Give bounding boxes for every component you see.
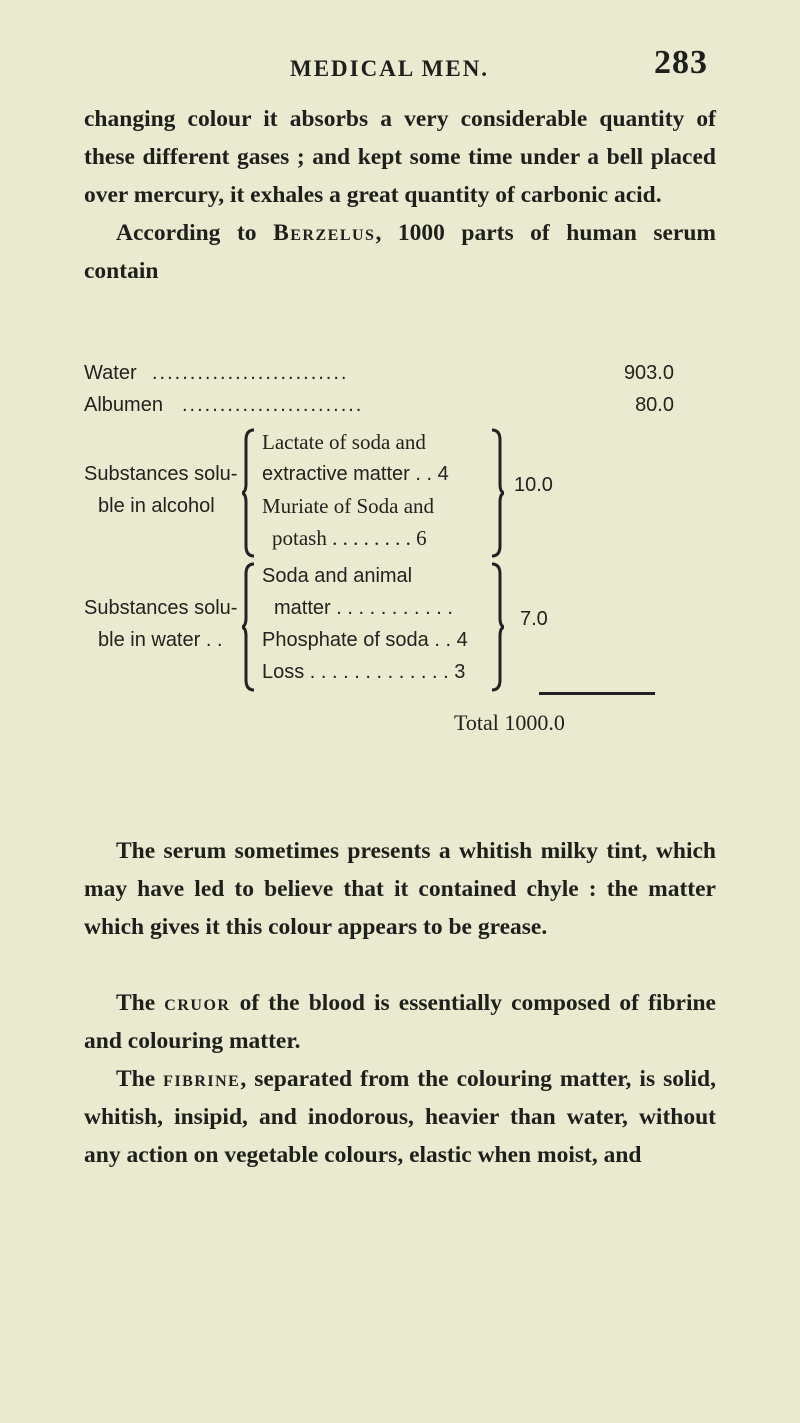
page-header <box>0 44 800 84</box>
group2-item: Phosphate of soda . . 4 <box>262 629 468 651</box>
row-albumen-label: Albumen <box>84 394 163 416</box>
group1-value: 10.0 <box>514 474 553 496</box>
group2-item: Soda and animal <box>262 565 413 587</box>
row-water-value: 903.0 <box>623 362 674 384</box>
group2-label-line2: ble in water . . <box>98 629 223 651</box>
group1-item: Lactate of soda and <box>262 430 426 454</box>
term-cruor: cruor <box>164 990 231 1016</box>
row-water-dots: .......................... <box>152 362 349 384</box>
row-albumen-dots: ........................ <box>182 394 364 416</box>
row-water-label: Water <box>84 362 137 384</box>
intro-lead: According to <box>116 220 274 246</box>
group1-item: Muriate of Soda and <box>262 494 435 518</box>
paragraph-serum <box>84 832 716 946</box>
term-fibrine: fibrine <box>163 1066 241 1092</box>
paragraph-cruor <box>84 984 716 1060</box>
left-brace-icon <box>242 562 256 692</box>
right-brace-icon <box>490 562 504 692</box>
group1-label-line2: ble in alcohol <box>98 495 215 517</box>
intro-paragraph <box>84 100 716 290</box>
right-brace-icon <box>490 428 504 558</box>
group1-item: potash . . . . . . . . 6 <box>272 526 427 550</box>
serum-composition-table <box>84 362 724 735</box>
group1-label-line1: Substances solu- <box>84 463 238 485</box>
paragraph-fibrine <box>84 1060 716 1174</box>
group2-value: 7.0 <box>520 608 548 630</box>
total-label: Total 1000.0 <box>454 710 565 735</box>
intro-tail: , 1000 parts of human serum contain <box>84 220 716 284</box>
group1-item: extractive matter . . 4 <box>262 463 449 485</box>
running-title: MEDICAL MEN. <box>290 56 490 81</box>
paragraph-cruor-lead: The <box>116 990 165 1016</box>
group2-item: Loss . . . . . . . . . . . . . 3 <box>262 661 466 683</box>
intro-text: changing colour it absorbs a very considerable quantity of these different gases ; and kept some time under a bell placed over mercury, it exhales a great quantity of carbonic acid. <box>84 106 716 208</box>
paragraph-cruor-text: of the blood is essentially composed of fibrine and colouring matter. <box>84 990 716 1054</box>
row-albumen-value: 80.0 <box>635 394 674 416</box>
total-rule <box>539 692 655 695</box>
author-name: Berzelus <box>273 220 376 246</box>
group2-label-line1: Substances solu- <box>84 597 238 619</box>
paragraph-fibrine-lead: The <box>116 1066 164 1092</box>
left-brace-icon <box>242 428 256 558</box>
paragraph-fibrine-text: , separated from the colouring matter, is solid, whitish, insipid, and inodorous, heavier than water, without any action on vegetable colours, elastic when moist, and <box>84 1066 716 1168</box>
group2-item: matter . . . . . . . . . . . <box>274 597 453 619</box>
paragraph-serum-text: The serum sometimes presents a whitish milky tint, which may have led to believe that it contained chyle : the matter which gives it this colour appears to be grease. <box>84 838 716 940</box>
page-number: 283 <box>654 44 708 81</box>
